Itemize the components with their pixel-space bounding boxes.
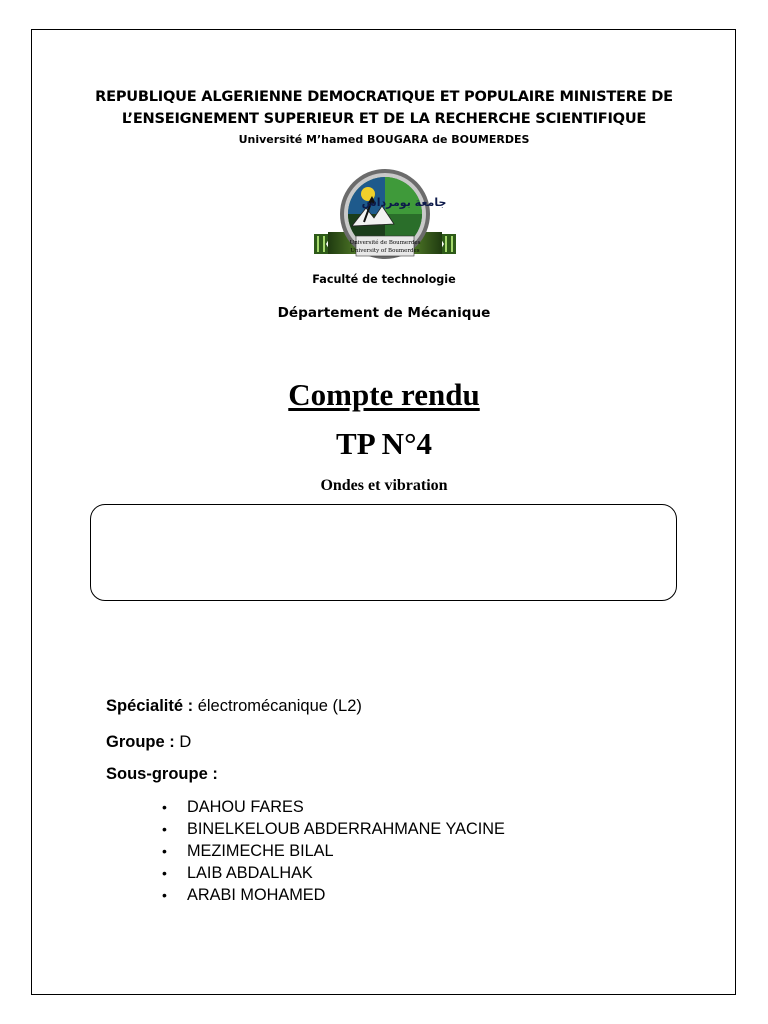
group-label: Groupe : <box>106 733 175 751</box>
faculty-name: Faculté de technologie <box>312 273 456 286</box>
member-name: MEZIMECHE BILAL <box>187 842 334 860</box>
seal-caption-en: University of Boumerdes <box>350 248 420 254</box>
header-line-2: L’ENSEIGNEMENT SUPERIEUR ET DE LA RECHERCHE SCIENTIFIQUE <box>121 110 647 127</box>
bullet-icon: • <box>162 865 167 881</box>
report-subject: Ondes et vibration <box>320 477 448 494</box>
list-item <box>162 840 505 862</box>
report-title: Compte rendu <box>288 377 480 412</box>
tp-number: TP N°4 <box>336 426 432 461</box>
department-name: Département de Mécanique <box>277 305 491 321</box>
seal-arabic-text: جامعة بومرداس <box>361 196 447 209</box>
list-item <box>162 862 505 884</box>
subgroup-field <box>106 765 218 784</box>
bullet-icon: • <box>162 799 167 815</box>
list-item <box>162 796 505 818</box>
empty-title-box <box>90 504 677 601</box>
list-item <box>162 884 505 906</box>
speciality-value: électromécanique (L2) <box>197 697 362 715</box>
subgroup-label: Sous-groupe : <box>106 765 218 783</box>
bullet-icon: • <box>162 843 167 859</box>
university-name: Université M’hamed BOUGARA de BOUMERDES <box>238 133 530 146</box>
member-name: DAHOU FARES <box>187 798 304 816</box>
seal-caption-fr: Université de Boumerdes <box>349 240 421 246</box>
bullet-icon: • <box>162 887 167 903</box>
member-name: BINELKELOUB ABDERRAHMANE YACINE <box>187 820 505 838</box>
member-name: ARABI MOHAMED <box>187 886 326 904</box>
speciality-field <box>106 697 362 716</box>
group-field <box>106 733 191 752</box>
university-seal-icon <box>312 168 458 268</box>
group-value: D <box>179 733 192 751</box>
member-name: LAIB ABDALHAK <box>187 864 313 882</box>
bullet-icon: • <box>162 821 167 837</box>
list-item <box>162 818 505 840</box>
speciality-label: Spécialité : <box>106 697 194 715</box>
university-logo <box>312 168 458 268</box>
header-line-1: REPUBLIQUE ALGERIENNE DEMOCRATIQUE ET POPULAIRE MINISTERE DE <box>95 88 673 105</box>
member-list <box>162 796 505 906</box>
